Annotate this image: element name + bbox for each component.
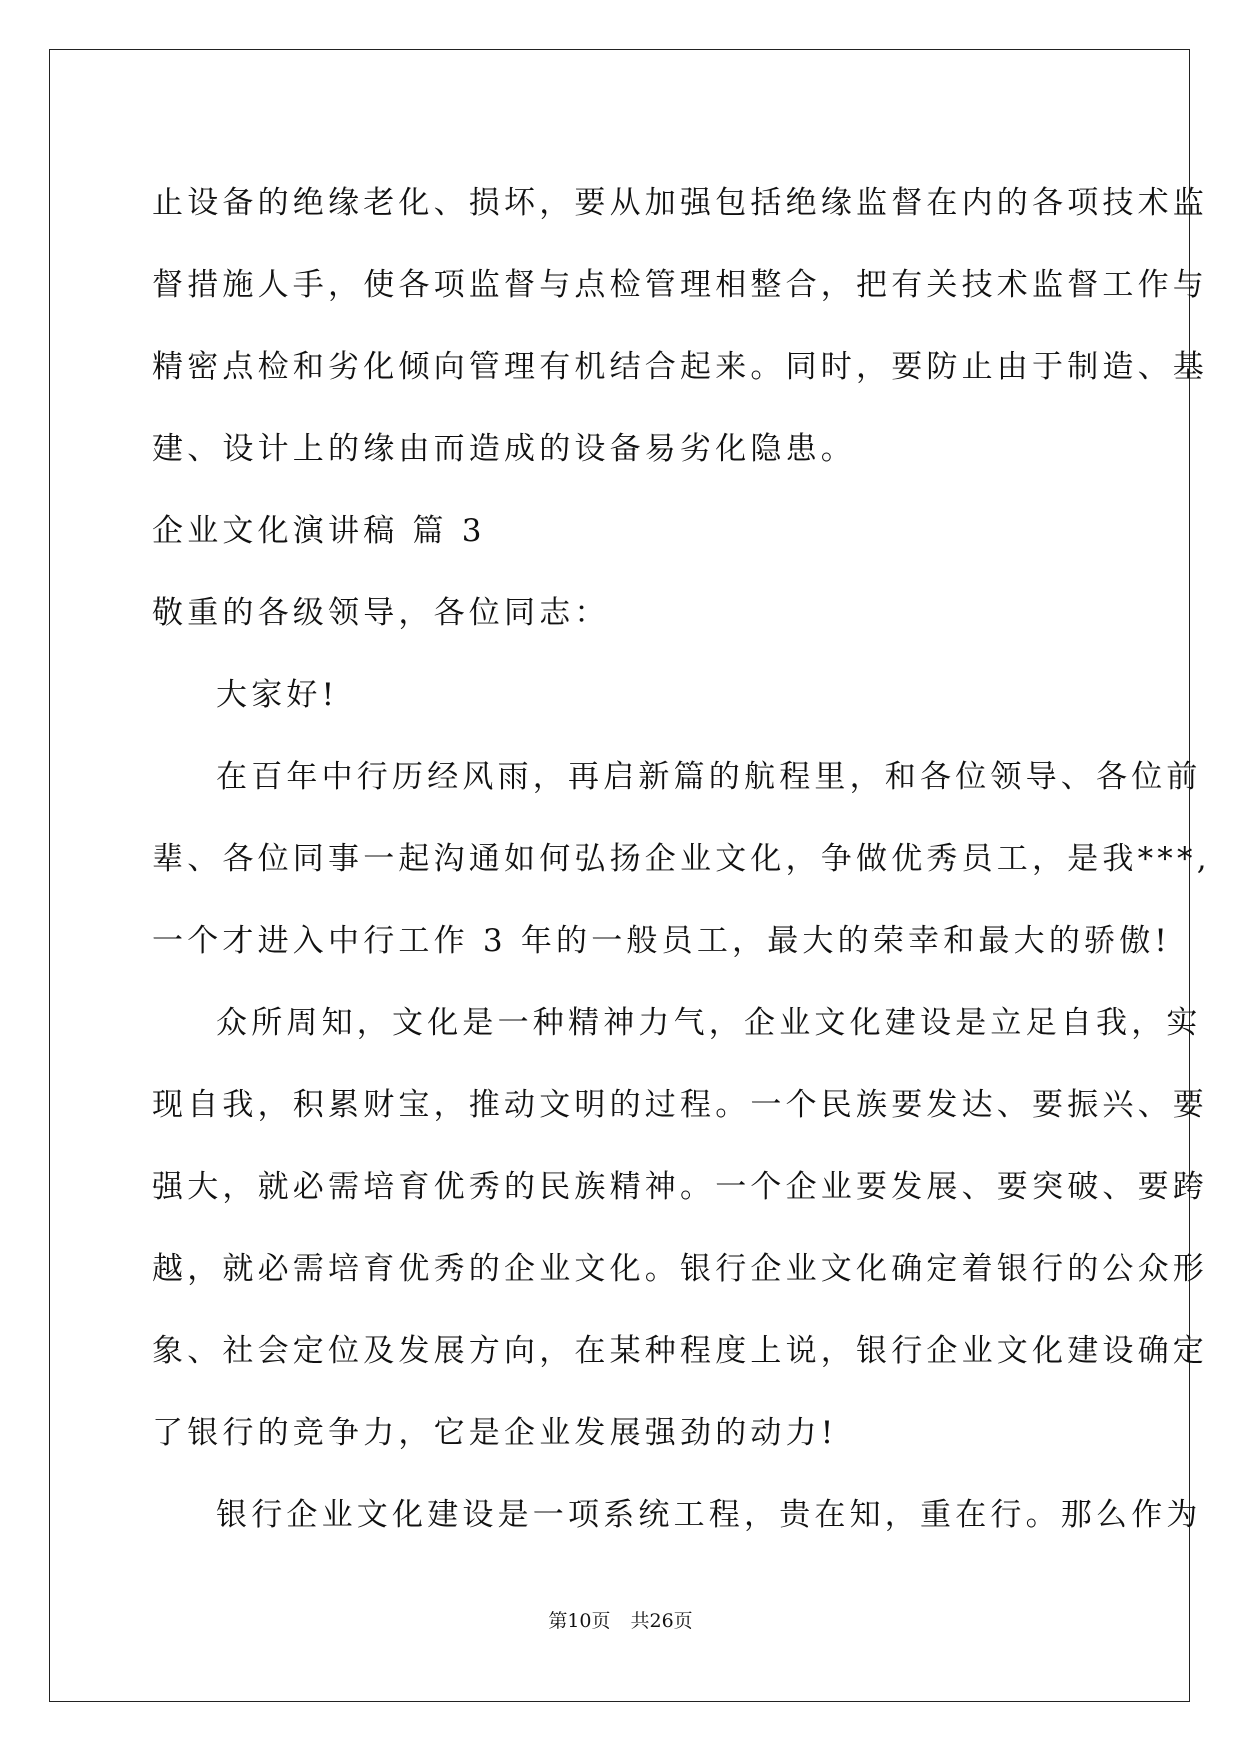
text-line: 越，就必需培育优秀的企业文化。银行企业文化确定着银行的公众形 (152, 1251, 1208, 1287)
text-line: 精密点检和劣化倾向管理有机结合起来。同时，要防止由于制造、基 (152, 349, 1208, 385)
text-line: 了银行的竞争力，它是企业发展强劲的动力! (152, 1415, 838, 1451)
text-line: 在百年中行历经风雨，再启新篇的航程里，和各位领导、各位前 (216, 759, 1202, 795)
text-line: 辈、各位同事一起沟通如何弘扬企业文化，争做优秀员工，是我***, (152, 841, 1211, 877)
text-line: 强大，就必需培育优秀的民族精神。一个企业要发展、要突破、要跨 (152, 1169, 1208, 1205)
text-line: 止设备的绝缘老化、损坏，要从加强包括绝缘监督在内的各项技术监 (152, 185, 1208, 221)
text-line: 一个才进入中行工作 3 年的一般员工，最大的荣幸和最大的骄傲! (152, 923, 1172, 959)
text-line: 现自我，积累财宝，推动文明的过程。一个民族要发达、要振兴、要 (152, 1087, 1208, 1123)
text-line: 督措施人手，使各项监督与点检管理相整合，把有关技术监督工作与 (152, 267, 1208, 303)
text-line: 象、社会定位及发展方向，在某种程度上说，银行企业文化建设确定 (152, 1333, 1208, 1369)
page-footer (0, 1608, 1241, 1634)
page-number: 第10页 (548, 1610, 611, 1632)
greeting: 大家好! (216, 677, 339, 713)
section-heading: 企业文化演讲稿 篇 3 (152, 513, 486, 549)
salutation: 敬重的各级领导，各位同志： (152, 595, 610, 631)
text-line: 众所周知，文化是一种精神力气，企业文化建设是立足自我，实 (216, 1005, 1202, 1041)
text-line: 建、设计上的缘由而造成的设备易劣化隐患。 (152, 431, 856, 467)
text-line: 银行企业文化建设是一项系统工程，贵在知，重在行。那么作为 (216, 1497, 1202, 1533)
document-body (152, 162, 1211, 1556)
page-total: 共26页 (630, 1610, 693, 1632)
